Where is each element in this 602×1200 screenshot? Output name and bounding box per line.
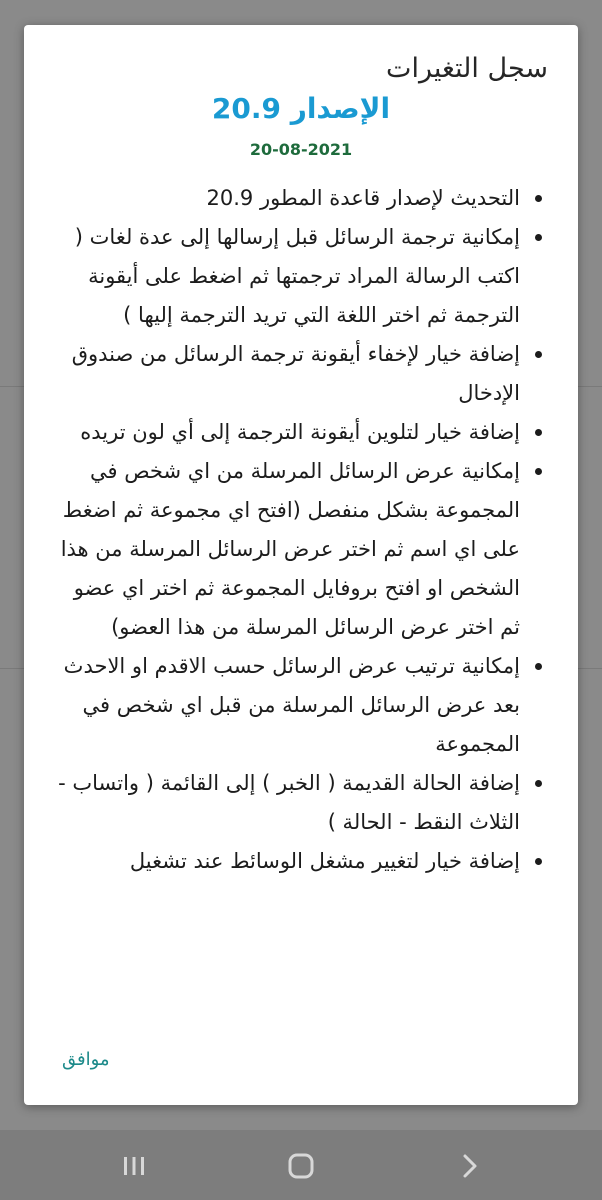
bullet-icon [535, 858, 542, 865]
list-item [54, 218, 548, 335]
change-text: إضافة خيار لتغيير مشغل الوسائط عند تشغيل [129, 849, 520, 873]
list-item [54, 335, 548, 413]
list-item [54, 842, 548, 881]
home-button[interactable] [277, 1146, 325, 1186]
back-button[interactable] [446, 1146, 494, 1186]
list-item [54, 452, 548, 647]
home-icon [287, 1152, 315, 1180]
version-heading: الإصدار 20.9 [211, 92, 391, 125]
bullet-icon [535, 429, 542, 436]
list-item [54, 647, 548, 764]
change-text: إمكانية عرض الرسائل المرسلة من اي شخص في المجموعة بشكل منفصل (افتح اي مجموعة ثم اضغط على اي اسم ثم اختر عرض الرسائل المرسلة من هذا الشخص او افتح بروفايل المجموعة ثم اختر اي عضو ثم اختر عرض الرسائل المرسلة من هذا العضو) [60, 459, 520, 639]
ok-button[interactable]: موافق [60, 1045, 112, 1074]
change-text: إضافة الحالة القديمة ( الخبر ) إلى القائمة ( واتساب - الثلاث النقط - الحالة ) [58, 771, 520, 834]
list-item [54, 764, 548, 842]
change-text: إمكانية ترجمة الرسائل قبل إرسالها إلى عدة لغات ( اكتب الرسالة المراد ترجمتها ثم اضغط على أيقونة الترجمة ثم اختر اللغة التي تريد الترجمة إليها ) [74, 225, 520, 327]
bullet-icon [535, 234, 542, 241]
bullet-icon [535, 195, 542, 202]
bullet-icon [535, 663, 542, 670]
change-text: إمكانية ترتيب عرض الرسائل حسب الاقدم او الاحدث بعد عرض الرسائل المرسلة من قبل اي شخص في المجموعة [63, 654, 520, 756]
dialog-title: سجل التغيرات [386, 53, 548, 84]
recent-apps-icon [120, 1154, 148, 1178]
list-item [54, 179, 548, 218]
back-icon [458, 1152, 482, 1180]
bullet-icon [535, 780, 542, 787]
recent-apps-button[interactable] [110, 1146, 158, 1186]
change-text: التحديث لإصدار قاعدة المطور 20.9 [206, 186, 520, 210]
changelog-dialog [24, 25, 578, 1105]
list-item [54, 413, 548, 452]
system-navigation-bar [0, 1130, 602, 1200]
change-text: إضافة خيار لتلوين أيقونة الترجمة إلى أي لون تريده [80, 420, 520, 444]
release-date: 20-08-2021 [249, 140, 353, 159]
bullet-icon [535, 468, 542, 475]
change-text: إضافة خيار لإخفاء أيقونة ترجمة الرسائل من صندوق الإدخال [71, 342, 520, 405]
bullet-icon [535, 351, 542, 358]
changes-list [54, 179, 548, 881]
